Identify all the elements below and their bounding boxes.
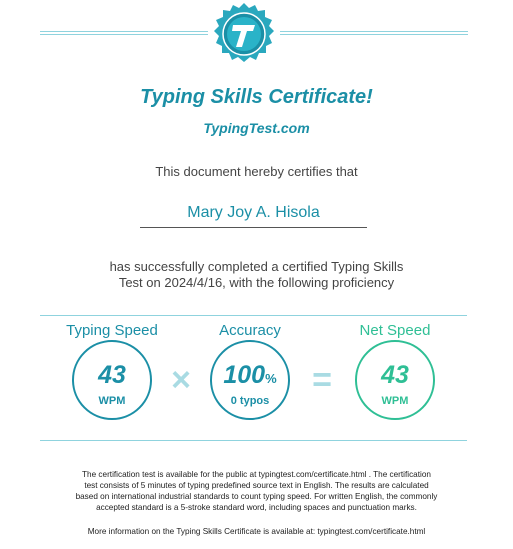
fine-print-line: based on international industrial standards to count typing speed. For written English, the commonly xyxy=(75,492,438,501)
keyboard-t-seal-icon xyxy=(212,2,276,66)
accuracy-value: 100 xyxy=(223,361,266,389)
accuracy-label: Accuracy xyxy=(219,322,281,339)
stats-top-rule xyxy=(40,315,467,316)
stats-bottom-rule xyxy=(40,440,467,441)
equals-icon: = xyxy=(312,361,332,399)
net-speed-circle xyxy=(355,340,435,420)
typing-speed-value: 43 xyxy=(98,361,126,389)
completion-line-1: has successfully completed a certified Typing Skills xyxy=(109,259,404,274)
fine-print-line: accepted standard is a 5-stroke standard word, including spaces and punctuation marks. xyxy=(96,503,417,512)
certifies-text: This document hereby certifies that xyxy=(155,164,358,179)
multiply-icon: × xyxy=(171,361,191,399)
top-rule-right xyxy=(280,31,468,32)
name-underline xyxy=(140,227,367,228)
completion-line-2: Test on 2024/4/16, with the following proficiency xyxy=(118,275,395,290)
accuracy-typos: 0 typos xyxy=(230,395,270,407)
site-name: TypingTest.com xyxy=(203,120,310,136)
top-rule-left xyxy=(40,31,208,32)
accuracy-circle xyxy=(210,340,290,420)
more-info-text: More information on the Typing Skills Certificate is available at: typingtest.com/certificate.html xyxy=(87,527,426,536)
accuracy-percent: % xyxy=(265,371,277,386)
completion-text xyxy=(80,259,433,291)
net-speed-value: 43 xyxy=(381,361,409,389)
typing-speed-unit: WPM xyxy=(98,395,126,407)
fine-print-line: test consists of 5 minutes of typing predefined source text in English. The results are calculated xyxy=(84,481,429,490)
certificate-title: Typing Skills Certificate! xyxy=(140,86,373,108)
net-speed-unit: WPM xyxy=(381,395,409,407)
typing-speed-label: Typing Speed xyxy=(66,322,158,339)
fine-print-line: The certification test is available for the public at typingtest.com/certificate.html . The certification xyxy=(82,470,431,479)
recipient-name: Mary Joy A. Hisola xyxy=(187,204,320,221)
fine-print xyxy=(40,469,473,513)
net-speed-label: Net Speed xyxy=(359,322,431,339)
typing-speed-circle xyxy=(72,340,152,420)
accuracy-value-wrap xyxy=(212,362,288,392)
